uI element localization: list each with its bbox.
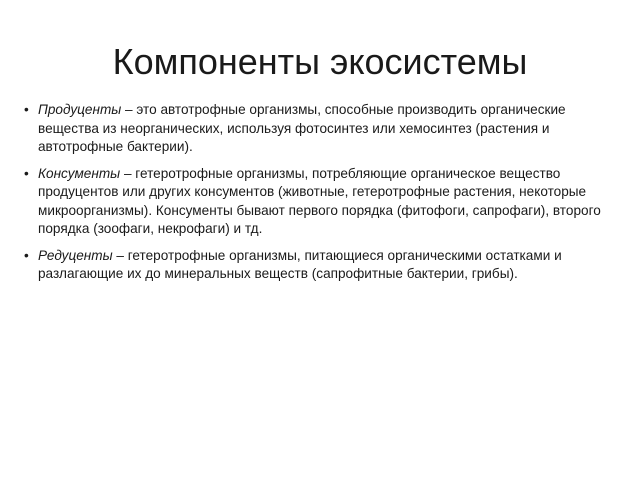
bullet-producers: [24, 101, 620, 157]
bullet-list: [24, 101, 620, 292]
bullet-decomposers: [24, 247, 620, 284]
bullet-marker: •: [24, 165, 29, 181]
definition-producers: – это автотрофные организмы, способные производить органические вещества из неорганических, используя фотосинтез или хемосинтез (растения и автотрофные бактерии).: [38, 102, 566, 154]
definition-consumers: – гетеротрофные организмы, потребляющие органическое вещество продуцентов или других консументов (животные, гетеротрофные растения, некоторые микроорганизмы). Консументы бывают первого порядка (фитофоги, сапрофаги), второго порядка (зоофаги, некрофаги) и тд.: [38, 165, 601, 236]
definition-decomposers: – гетеротрофные организмы, питающиеся органическими остатками и разлагающие их до минеральных веществ (сапрофитные бактерии, грибы).: [38, 247, 562, 281]
bullet-marker: •: [24, 247, 29, 263]
slide-title: Компоненты экосистемы: [112, 41, 528, 82]
term-decomposers: Редуценты: [38, 247, 113, 263]
term-producers: Продуценты: [38, 102, 122, 117]
bullet-marker: •: [24, 102, 29, 117]
bullet-consumers: [24, 165, 620, 239]
term-consumers: Консументы: [38, 165, 121, 181]
